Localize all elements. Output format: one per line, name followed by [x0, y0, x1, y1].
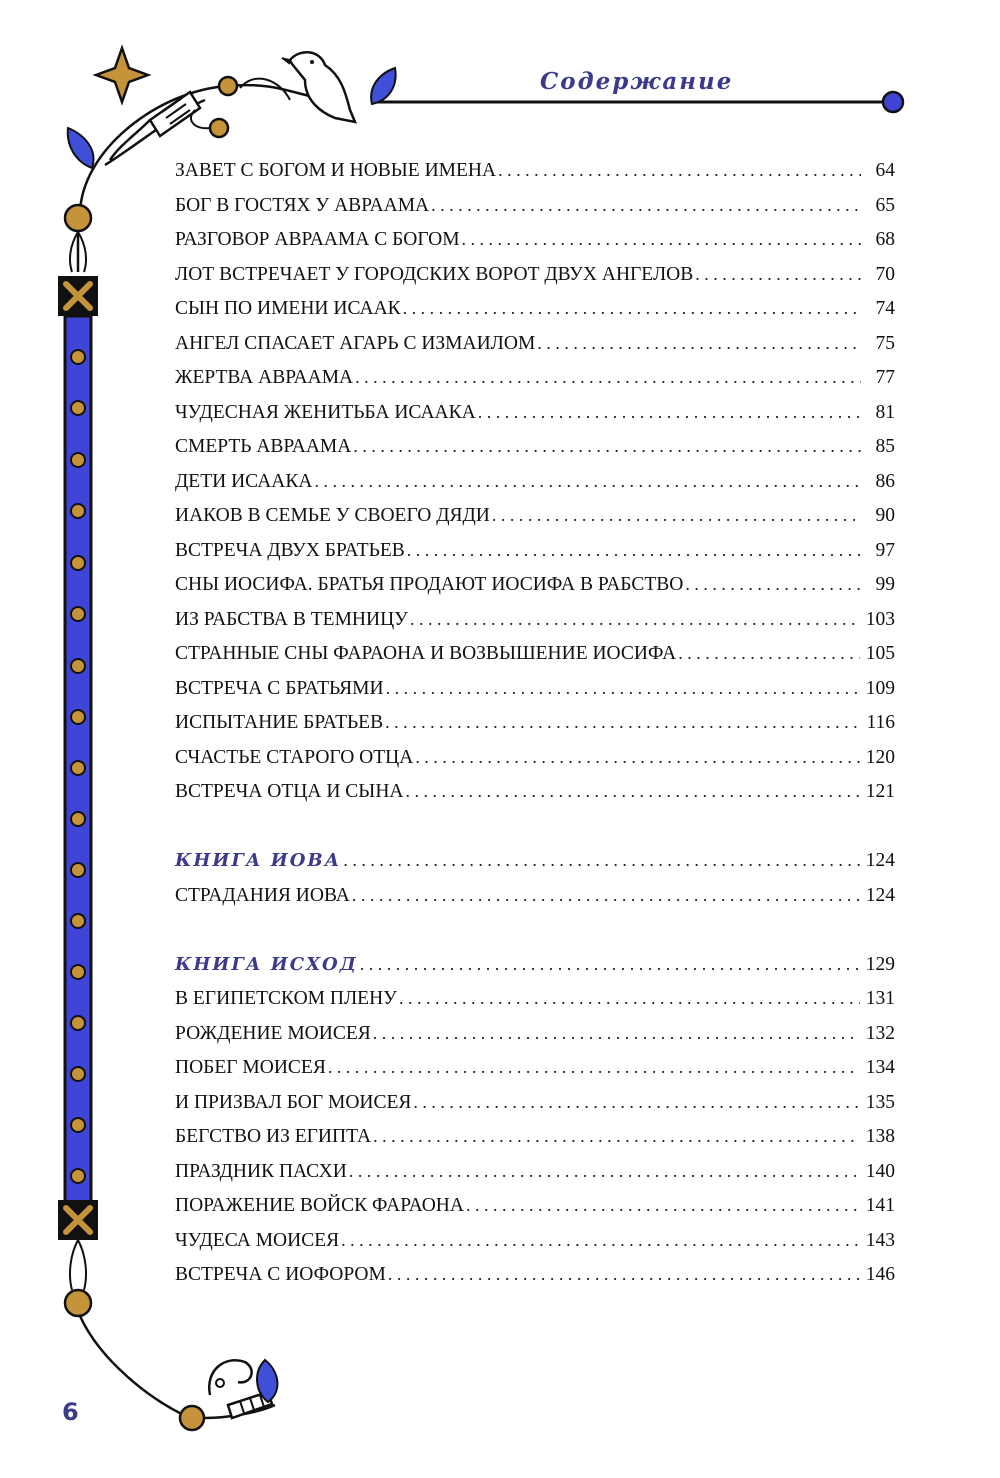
toc-entry[interactable]: [175, 1230, 895, 1265]
toc-entry-page: 65: [875, 194, 895, 216]
toc-entry-page: 120: [865, 746, 895, 768]
leader-dots: [352, 885, 860, 906]
toc-entry-title: СТРАННЫЕ СНЫ ФАРАОНА И ВОЗВЫШЕНИЕ ИОСИФА: [175, 643, 677, 664]
toc-entry-title: ПРАЗДНИК ПАСХИ: [175, 1160, 347, 1182]
leader-dots: [385, 712, 860, 733]
toc-entry[interactable]: [175, 643, 895, 678]
toc-entry-page: 81: [875, 401, 895, 423]
toc-group-exodus: [175, 988, 895, 1299]
rule-end-dot: [883, 92, 903, 112]
leader-dots: [478, 402, 861, 423]
toc-entry-page: 68: [875, 229, 895, 250]
leader-dots: [405, 781, 859, 802]
toc-entry[interactable]: [175, 505, 895, 540]
toc-section-page: 129: [865, 953, 895, 975]
toc-entry-page: 138: [865, 1126, 895, 1147]
vine-bottom-arc: [80, 1316, 190, 1418]
toc-entry-title: СЫН ПО ИМЕНИ ИСААК: [175, 298, 401, 319]
toc-entry-title: ЧУДЕСА МОИСЕЯ: [175, 1229, 340, 1251]
toc-entry-page: 124: [865, 884, 895, 906]
toc-entry-title: ЗАВЕТ С БОГОМ И НОВЫЕ ИМЕНА: [175, 160, 497, 181]
toc-entry[interactable]: [175, 574, 895, 609]
toc-entry-title: БОГ В ГОСТЯХ У АВРААМА: [175, 194, 430, 216]
toc-entry-page: 121: [865, 781, 895, 802]
gold-dot: [219, 77, 237, 95]
toc-entry[interactable]: [175, 367, 895, 402]
toc-entry[interactable]: [175, 298, 895, 333]
table-of-contents: [175, 160, 895, 1299]
leader-dots: [678, 643, 860, 664]
toc-entry[interactable]: [175, 609, 895, 644]
toc-entry[interactable]: [175, 1092, 895, 1127]
leader-dots: [431, 195, 861, 216]
toc-entry-title: ИСПЫТАНИЕ БРАТЬЕВ: [175, 712, 384, 733]
toc-entry[interactable]: [175, 1161, 895, 1196]
toc-entry-page: 132: [865, 1022, 895, 1044]
leader-dots: [492, 505, 861, 526]
toc-entry-title: ДЕТИ ИСААКА: [175, 470, 313, 492]
toc-entry-page: 77: [875, 367, 895, 388]
toc-entry-page: 85: [875, 436, 895, 457]
leader-dots: [403, 298, 861, 319]
toc-entry-title: В ЕГИПЕТСКОМ ПЛЕНУ: [175, 988, 397, 1009]
toc-group-genesis: [175, 160, 895, 816]
toc-entry[interactable]: [175, 678, 895, 713]
leader-dots: [388, 1264, 860, 1285]
leader-dots: [399, 988, 860, 1009]
toc-entry[interactable]: [175, 1126, 895, 1161]
toc-entry[interactable]: [175, 540, 895, 575]
leader-dots: [343, 850, 859, 871]
toc-entry-title: ИАКОВ В СЕМЬЕ У СВОЕГО ДЯДИ: [175, 505, 490, 526]
toc-entry-page: 146: [865, 1264, 895, 1285]
toc-entry-title: И ПРИЗВАЛ БОГ МОИСЕЯ: [175, 1091, 412, 1113]
toc-entry[interactable]: [175, 885, 895, 920]
toc-entry-page: 64: [875, 160, 895, 181]
leader-dots: [373, 1023, 860, 1044]
leader-dots: [407, 540, 861, 561]
toc-entry-page: 103: [865, 608, 895, 630]
toc-entry-title: СТРАДАНИЯ ИОВА: [175, 884, 350, 906]
leader-dots: [413, 1092, 859, 1113]
leader-dots: [466, 1195, 860, 1216]
toc-section-job[interactable]: [175, 850, 895, 885]
toc-entry[interactable]: [175, 402, 895, 437]
toc-entry-page: 90: [875, 505, 895, 526]
toc-entry[interactable]: [175, 1057, 895, 1092]
leader-dots: [415, 747, 859, 768]
toc-entry-page: 75: [875, 332, 895, 354]
toc-entry[interactable]: [175, 1023, 895, 1058]
toc-section-exodus[interactable]: [175, 954, 895, 989]
leader-dots: [498, 160, 861, 181]
toc-entry[interactable]: [175, 333, 895, 368]
leader-dots: [386, 678, 860, 699]
toc-entry-title: АНГЕЛ СПАСАЕТ АГАРЬ С ИЗМАИЛОМ: [175, 332, 536, 354]
toc-entry-page: 131: [865, 988, 895, 1009]
toc-section-page: 124: [865, 850, 895, 871]
toc-entry-page: 141: [865, 1195, 895, 1216]
leaf-icon: [371, 68, 395, 104]
leader-dots: [341, 1230, 860, 1251]
leader-dots: [410, 609, 860, 630]
toc-entry-title: РАЗГОВОР АВРААМА С БОГОМ: [175, 229, 460, 250]
toc-entry-title: ВСТРЕЧА ОТЦА И СЫНА: [175, 781, 404, 802]
leader-dots: [353, 436, 861, 457]
toc-entry-page: 135: [865, 1091, 895, 1113]
toc-entry[interactable]: [175, 712, 895, 747]
toc-group-job: [175, 885, 895, 920]
leader-dots: [328, 1057, 860, 1078]
toc-entry-title: ЛОТ ВСТРЕЧАЕТ У ГОРОДСКИХ ВОРОТ ДВУХ АНГЕЛОВ: [175, 263, 694, 285]
toc-entry[interactable]: [175, 1264, 895, 1299]
toc-entry[interactable]: [175, 264, 895, 299]
page-title: Содержание: [540, 68, 734, 95]
toc-entry[interactable]: [175, 160, 895, 195]
toc-entry-title: СЧАСТЬЕ СТАРОГО ОТЦА: [175, 746, 414, 768]
page-number: 6: [62, 1398, 79, 1426]
toc-entry[interactable]: [175, 781, 895, 816]
star-icon: [96, 48, 148, 102]
toc-entry[interactable]: [175, 1195, 895, 1230]
leader-dots: [360, 954, 860, 975]
toc-entry-title: ВСТРЕЧА С БРАТЬЯМИ: [175, 677, 384, 699]
toc-entry-title: РОЖДЕНИЕ МОИСЕЯ: [175, 1022, 371, 1044]
gold-dot: [210, 119, 228, 137]
gold-dot: [65, 205, 91, 231]
toc-entry-title: ЧУДЕСНАЯ ЖЕНИТЬБА ИСААКА: [175, 401, 476, 423]
leader-dots: [685, 574, 861, 595]
leader-dots: [462, 229, 861, 250]
toc-entry[interactable]: [175, 747, 895, 782]
toc-entry-page: 143: [865, 1229, 895, 1251]
toc-entry[interactable]: [175, 195, 895, 230]
toc-entry-page: 97: [875, 539, 895, 561]
leader-dots: [349, 1161, 860, 1182]
toc-entry-title: СНЫ ИОСИФА. БРАТЬЯ ПРОДАЮТ ИОСИФА В РАБСТВО: [175, 574, 684, 595]
toc-entry-title: БЕГСТВО ИЗ ЕГИПТА: [175, 1126, 372, 1147]
toc-entry-page: 70: [875, 263, 895, 285]
toc-entry-page: 116: [866, 712, 895, 733]
toc-entry-title: ИЗ РАБСТВА В ТЕМНИЦУ: [175, 608, 408, 630]
leader-dots: [537, 333, 861, 354]
toc-entry-title: ВСТРЕЧА ДВУХ БРАТЬЕВ: [175, 539, 405, 561]
leader-dots: [355, 367, 861, 388]
toc-section-title: КНИГА ИОВА: [175, 850, 342, 871]
toc-entry-title: ПОБЕГ МОИСЕЯ: [175, 1057, 326, 1078]
toc-entry-page: 86: [875, 470, 895, 492]
leader-dots: [373, 1126, 860, 1147]
toc-entry-page: 140: [865, 1160, 895, 1182]
toc-entry-title: ЖЕРТВА АВРААМА: [175, 367, 354, 388]
toc-entry-title: СМЕРТЬ АВРААМА: [175, 436, 352, 457]
toc-entry-title: ПОРАЖЕНИЕ ВОЙСК ФАРАОНА: [175, 1195, 464, 1216]
toc-entry[interactable]: [175, 471, 895, 506]
toc-entry-title: ВСТРЕЧА С ИОФОРОМ: [175, 1264, 386, 1285]
toc-entry-page: 105: [865, 643, 895, 664]
toc-entry[interactable]: [175, 229, 895, 264]
bird-icon: [290, 52, 355, 122]
leaf-icon: [68, 128, 94, 168]
toc-entry-page: 99: [875, 574, 895, 595]
toc-entry-page: 109: [865, 677, 895, 699]
gold-dot: [180, 1406, 204, 1430]
leader-dots: [695, 264, 861, 285]
gold-dot: [65, 1290, 91, 1316]
toc-entry-page: 134: [865, 1057, 895, 1078]
toc-entry[interactable]: [175, 988, 895, 1023]
leader-dots: [314, 471, 861, 492]
toc-section-title: КНИГА ИСХОД: [175, 953, 358, 975]
toc-entry[interactable]: [175, 436, 895, 471]
toc-entry-page: 74: [875, 298, 895, 319]
